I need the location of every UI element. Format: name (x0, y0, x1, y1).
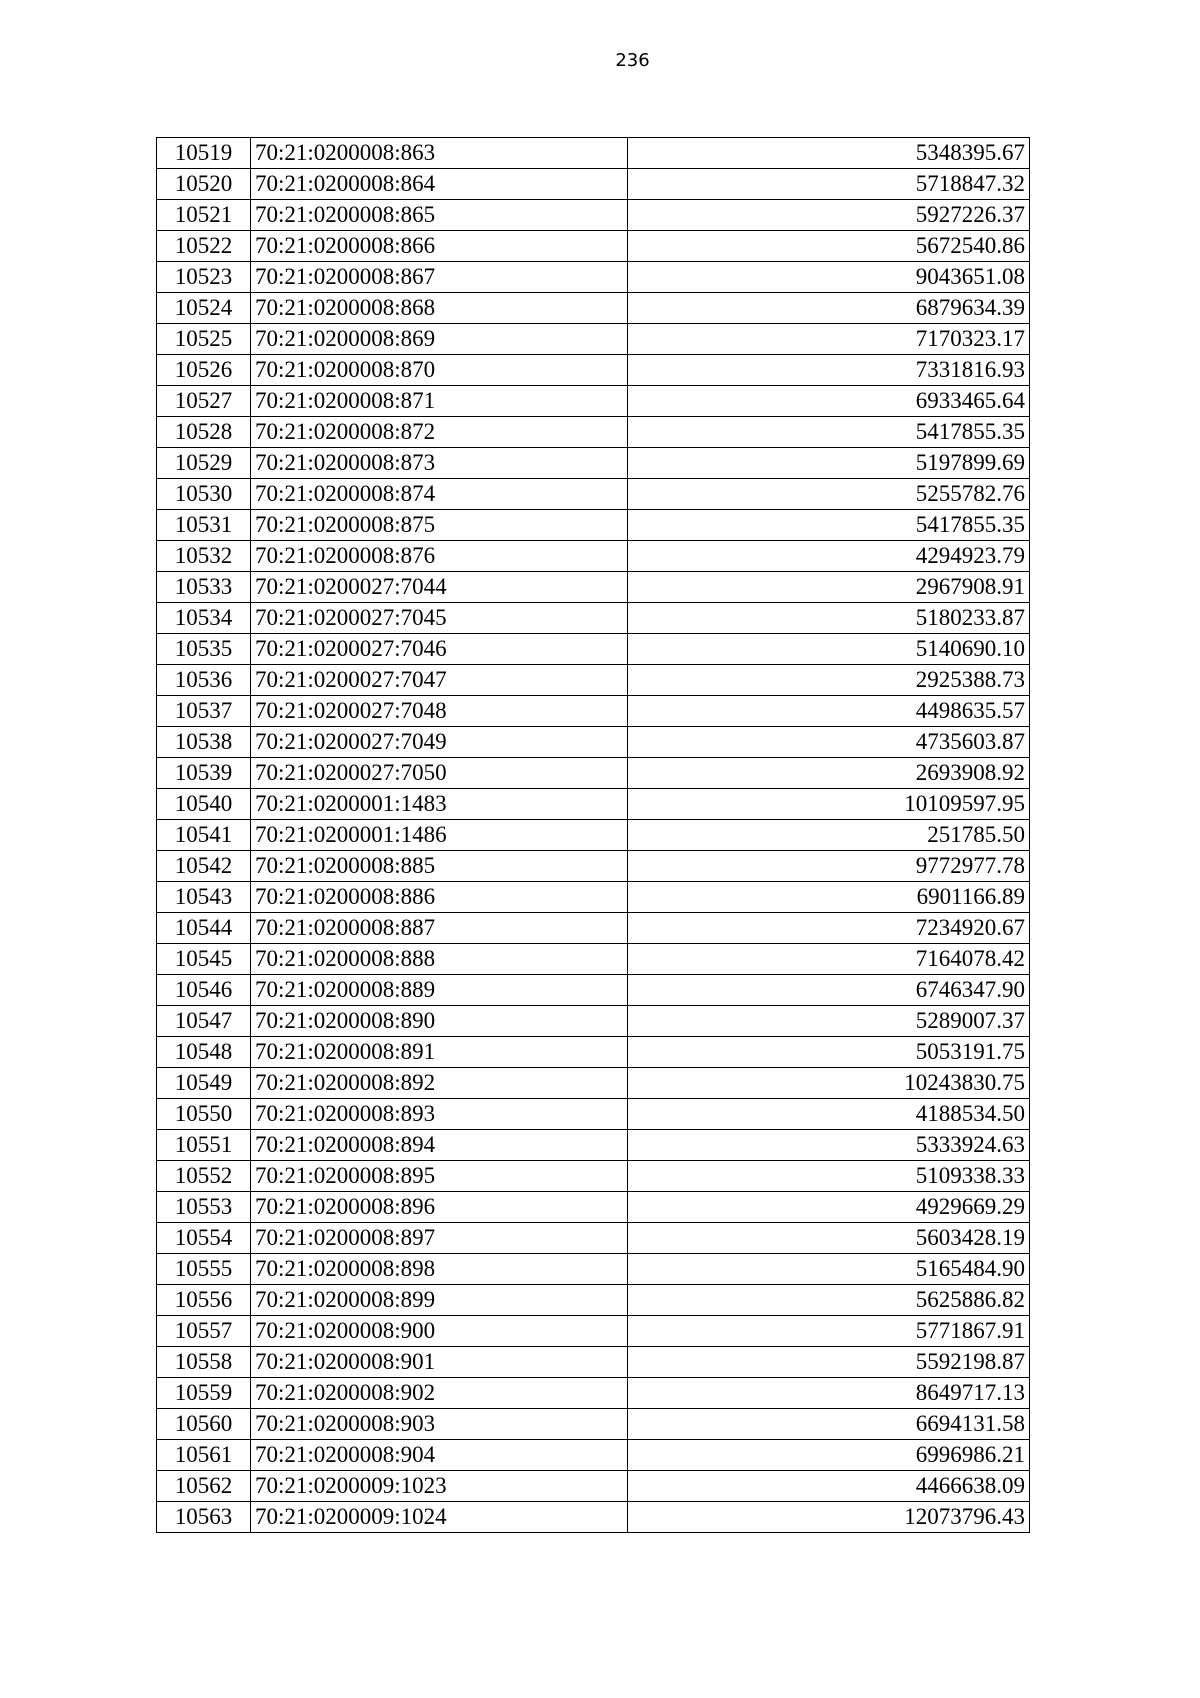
cadastral-number-cell: 70:21:0200008:903 (251, 1409, 628, 1440)
table-row (157, 634, 1030, 665)
cadastral-value-cell: 5927226.37 (628, 200, 1030, 231)
cadastral-number-cell: 70:21:0200008:871 (251, 386, 628, 417)
cadastral-value-cell: 251785.50 (628, 820, 1030, 851)
cadastral-number-cell: 70:21:0200008:894 (251, 1130, 628, 1161)
cadastral-value-cell: 8649717.13 (628, 1378, 1030, 1409)
table-row (157, 1409, 1030, 1440)
row-number-cell: 10543 (157, 882, 251, 913)
row-number-cell: 10561 (157, 1440, 251, 1471)
cadastral-number-cell: 70:21:0200008:902 (251, 1378, 628, 1409)
cadastral-value-cell: 5417855.35 (628, 510, 1030, 541)
cadastral-value-cell: 5197899.69 (628, 448, 1030, 479)
cadastral-number-cell: 70:21:0200008:895 (251, 1161, 628, 1192)
row-number-cell: 10531 (157, 510, 251, 541)
cadastral-number-cell: 70:21:0200008:901 (251, 1347, 628, 1378)
row-number-cell: 10547 (157, 1006, 251, 1037)
cadastral-number-cell: 70:21:0200008:870 (251, 355, 628, 386)
table-row (157, 510, 1030, 541)
row-number-cell: 10563 (157, 1502, 251, 1533)
cadastral-value-cell: 7170323.17 (628, 324, 1030, 355)
cadastral-value-cell: 2693908.92 (628, 758, 1030, 789)
row-number-cell: 10562 (157, 1471, 251, 1502)
cadastral-value-cell: 5140690.10 (628, 634, 1030, 665)
table-row (157, 1037, 1030, 1068)
cadastral-number-cell: 70:21:0200008:893 (251, 1099, 628, 1130)
row-number-cell: 10559 (157, 1378, 251, 1409)
table-row (157, 1130, 1030, 1161)
cadastral-number-cell: 70:21:0200008:889 (251, 975, 628, 1006)
cadastral-number-cell: 70:21:0200008:888 (251, 944, 628, 975)
cadastral-value-cell: 7331816.93 (628, 355, 1030, 386)
cadastral-value-cell: 4929669.29 (628, 1192, 1030, 1223)
row-number-cell: 10546 (157, 975, 251, 1006)
cadastral-number-cell: 70:21:0200001:1483 (251, 789, 628, 820)
table-row (157, 696, 1030, 727)
table-row (157, 1006, 1030, 1037)
row-number-cell: 10522 (157, 231, 251, 262)
cadastral-number-cell: 70:21:0200008:874 (251, 479, 628, 510)
row-number-cell: 10548 (157, 1037, 251, 1068)
cadastral-value-cell: 9772977.78 (628, 851, 1030, 882)
row-number-cell: 10560 (157, 1409, 251, 1440)
table-row (157, 355, 1030, 386)
table-row (157, 1471, 1030, 1502)
cadastral-value-cell: 6996986.21 (628, 1440, 1030, 1471)
cadastral-value-cell: 6933465.64 (628, 386, 1030, 417)
row-number-cell: 10553 (157, 1192, 251, 1223)
cadastral-number-cell: 70:21:0200001:1486 (251, 820, 628, 851)
row-number-cell: 10542 (157, 851, 251, 882)
row-number-cell: 10527 (157, 386, 251, 417)
cadastral-number-cell: 70:21:0200027:7045 (251, 603, 628, 634)
table-row (157, 913, 1030, 944)
table-row (157, 1316, 1030, 1347)
table-row (157, 789, 1030, 820)
cadastral-value-cell: 5625886.82 (628, 1285, 1030, 1316)
table-row (157, 758, 1030, 789)
cadastral-value-cell: 5109338.33 (628, 1161, 1030, 1192)
cadastral-value-cell: 5255782.76 (628, 479, 1030, 510)
table-row (157, 231, 1030, 262)
row-number-cell: 10545 (157, 944, 251, 975)
table-row (157, 479, 1030, 510)
row-number-cell: 10520 (157, 169, 251, 200)
table-row (157, 417, 1030, 448)
cadastral-number-cell: 70:21:0200008:875 (251, 510, 628, 541)
table-row (157, 386, 1030, 417)
row-number-cell: 10556 (157, 1285, 251, 1316)
table-row (157, 138, 1030, 169)
table-row (157, 944, 1030, 975)
cadastral-value-cell: 4466638.09 (628, 1471, 1030, 1502)
table-row (157, 727, 1030, 758)
cadastral-number-cell: 70:21:0200008:891 (251, 1037, 628, 1068)
table-row (157, 1068, 1030, 1099)
cadastral-value-cell: 5603428.19 (628, 1223, 1030, 1254)
row-number-cell: 10535 (157, 634, 251, 665)
page-number: 236 (615, 50, 650, 71)
table-row (157, 1347, 1030, 1378)
cadastral-number-cell: 70:21:0200008:900 (251, 1316, 628, 1347)
cadastral-number-cell: 70:21:0200009:1024 (251, 1502, 628, 1533)
table-row (157, 1099, 1030, 1130)
cadastral-value-table (156, 137, 1030, 1533)
cadastral-number-cell: 70:21:0200008:897 (251, 1223, 628, 1254)
cadastral-value-cell: 2925388.73 (628, 665, 1030, 696)
cadastral-number-cell: 70:21:0200008:873 (251, 448, 628, 479)
row-number-cell: 10539 (157, 758, 251, 789)
table-row (157, 851, 1030, 882)
cadastral-value-cell: 5417855.35 (628, 417, 1030, 448)
table-row (157, 541, 1030, 572)
cadastral-value-cell: 5718847.32 (628, 169, 1030, 200)
cadastral-number-cell: 70:21:0200008:890 (251, 1006, 628, 1037)
row-number-cell: 10529 (157, 448, 251, 479)
cadastral-value-cell: 5333924.63 (628, 1130, 1030, 1161)
cadastral-number-cell: 70:21:0200008:864 (251, 169, 628, 200)
row-number-cell: 10530 (157, 479, 251, 510)
cadastral-value-cell: 6746347.90 (628, 975, 1030, 1006)
cadastral-value-cell: 5672540.86 (628, 231, 1030, 262)
cadastral-number-cell: 70:21:0200008:869 (251, 324, 628, 355)
cadastral-value-cell: 10243830.75 (628, 1068, 1030, 1099)
table-row (157, 572, 1030, 603)
cadastral-value-cell: 5289007.37 (628, 1006, 1030, 1037)
cadastral-number-cell: 70:21:0200008:896 (251, 1192, 628, 1223)
row-number-cell: 10554 (157, 1223, 251, 1254)
row-number-cell: 10557 (157, 1316, 251, 1347)
table-row (157, 603, 1030, 634)
cadastral-value-cell: 7164078.42 (628, 944, 1030, 975)
cadastral-value-cell: 4188534.50 (628, 1099, 1030, 1130)
cadastral-value-cell: 5165484.90 (628, 1254, 1030, 1285)
table-row (157, 975, 1030, 1006)
cadastral-number-cell: 70:21:0200008:867 (251, 262, 628, 293)
cadastral-number-cell: 70:21:0200027:7049 (251, 727, 628, 758)
table-row (157, 1161, 1030, 1192)
cadastral-number-cell: 70:21:0200027:7044 (251, 572, 628, 603)
row-number-cell: 10541 (157, 820, 251, 851)
cadastral-value-cell: 7234920.67 (628, 913, 1030, 944)
row-number-cell: 10534 (157, 603, 251, 634)
cadastral-number-cell: 70:21:0200008:904 (251, 1440, 628, 1471)
row-number-cell: 10526 (157, 355, 251, 386)
cadastral-value-cell: 5053191.75 (628, 1037, 1030, 1068)
row-number-cell: 10528 (157, 417, 251, 448)
cadastral-value-cell: 5180233.87 (628, 603, 1030, 634)
table-row (157, 324, 1030, 355)
cadastral-value-cell: 4294923.79 (628, 541, 1030, 572)
row-number-cell: 10558 (157, 1347, 251, 1378)
cadastral-value-cell: 9043651.08 (628, 262, 1030, 293)
table-row (157, 1192, 1030, 1223)
cadastral-value-cell: 6901166.89 (628, 882, 1030, 913)
cadastral-value-cell: 4498635.57 (628, 696, 1030, 727)
cadastral-value-cell: 5348395.67 (628, 138, 1030, 169)
cadastral-number-cell: 70:21:0200027:7047 (251, 665, 628, 696)
table-body (157, 138, 1030, 1533)
cadastral-number-cell: 70:21:0200008:863 (251, 138, 628, 169)
cadastral-value-cell: 2967908.91 (628, 572, 1030, 603)
cadastral-number-cell: 70:21:0200008:868 (251, 293, 628, 324)
row-number-cell: 10524 (157, 293, 251, 324)
cadastral-number-cell: 70:21:0200009:1023 (251, 1471, 628, 1502)
table-row (157, 200, 1030, 231)
row-number-cell: 10551 (157, 1130, 251, 1161)
table-row (157, 1378, 1030, 1409)
table-row (157, 1502, 1030, 1533)
table-row (157, 293, 1030, 324)
table-row (157, 1223, 1030, 1254)
cadastral-number-cell: 70:21:0200008:866 (251, 231, 628, 262)
cadastral-number-cell: 70:21:0200008:872 (251, 417, 628, 448)
cadastral-number-cell: 70:21:0200008:886 (251, 882, 628, 913)
table-row (157, 882, 1030, 913)
row-number-cell: 10523 (157, 262, 251, 293)
cadastral-number-cell: 70:21:0200008:865 (251, 200, 628, 231)
table-row (157, 448, 1030, 479)
row-number-cell: 10538 (157, 727, 251, 758)
cadastral-value-cell: 5592198.87 (628, 1347, 1030, 1378)
cadastral-number-cell: 70:21:0200008:876 (251, 541, 628, 572)
cadastral-number-cell: 70:21:0200027:7046 (251, 634, 628, 665)
table-row (157, 820, 1030, 851)
cadastral-value-cell: 6879634.39 (628, 293, 1030, 324)
row-number-cell: 10533 (157, 572, 251, 603)
row-number-cell: 10550 (157, 1099, 251, 1130)
row-number-cell: 10552 (157, 1161, 251, 1192)
table-row (157, 1440, 1030, 1471)
row-number-cell: 10525 (157, 324, 251, 355)
table-row (157, 1285, 1030, 1316)
cadastral-value-cell: 4735603.87 (628, 727, 1030, 758)
table-row (157, 665, 1030, 696)
row-number-cell: 10536 (157, 665, 251, 696)
cadastral-value-cell: 6694131.58 (628, 1409, 1030, 1440)
table-row (157, 169, 1030, 200)
row-number-cell: 10549 (157, 1068, 251, 1099)
table-row (157, 1254, 1030, 1285)
row-number-cell: 10544 (157, 913, 251, 944)
row-number-cell: 10532 (157, 541, 251, 572)
row-number-cell: 10519 (157, 138, 251, 169)
cadastral-number-cell: 70:21:0200008:898 (251, 1254, 628, 1285)
row-number-cell: 10555 (157, 1254, 251, 1285)
table-row (157, 262, 1030, 293)
cadastral-value-cell: 10109597.95 (628, 789, 1030, 820)
row-number-cell: 10537 (157, 696, 251, 727)
cadastral-number-cell: 70:21:0200027:7048 (251, 696, 628, 727)
cadastral-number-cell: 70:21:0200008:885 (251, 851, 628, 882)
cadastral-number-cell: 70:21:0200008:887 (251, 913, 628, 944)
cadastral-value-cell: 5771867.91 (628, 1316, 1030, 1347)
cadastral-number-cell: 70:21:0200027:7050 (251, 758, 628, 789)
cadastral-number-cell: 70:21:0200008:899 (251, 1285, 628, 1316)
cadastral-value-cell: 12073796.43 (628, 1502, 1030, 1533)
row-number-cell: 10521 (157, 200, 251, 231)
cadastral-number-cell: 70:21:0200008:892 (251, 1068, 628, 1099)
row-number-cell: 10540 (157, 789, 251, 820)
